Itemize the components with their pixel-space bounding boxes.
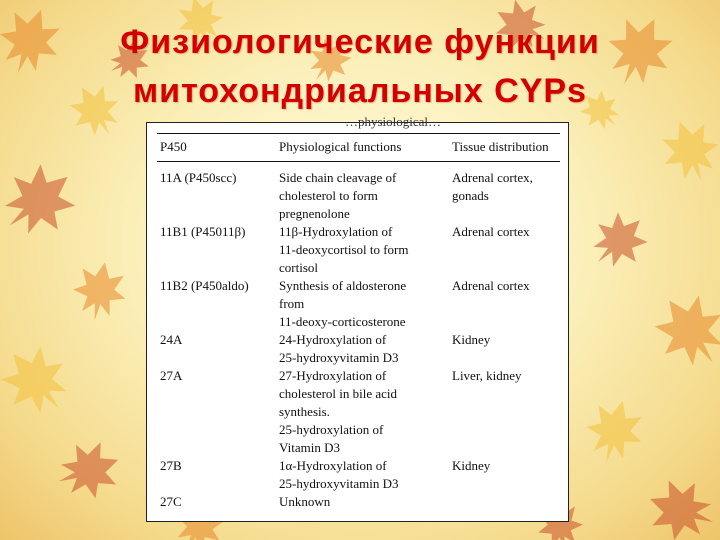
slide-title-line-1: Физиологические функции bbox=[120, 23, 600, 61]
cell-function-line: Side chain cleavage of bbox=[279, 170, 397, 185]
table-top-rule bbox=[157, 133, 560, 134]
cell-function-line: cortisol bbox=[279, 260, 318, 275]
cell-function-line: 11-deoxycortisol to form bbox=[279, 242, 409, 257]
slide-title bbox=[0, 18, 720, 116]
cell-function-line: cholesterol to form bbox=[279, 188, 378, 203]
cell-p450: 27B bbox=[160, 458, 182, 473]
cell-p450: 27A bbox=[160, 368, 183, 383]
header-tissue-distribution: Tissue distribution bbox=[452, 139, 549, 154]
cell-p450: 27C bbox=[160, 494, 182, 509]
cell-tissue-line: Kidney bbox=[452, 332, 491, 347]
cell-function-line: Vitamin D3 bbox=[279, 440, 340, 455]
cell-tissue-line: Adrenal cortex bbox=[452, 224, 530, 239]
cell-function-line: Synthesis of aldosterone bbox=[279, 278, 407, 293]
cell-function-line: from bbox=[279, 296, 305, 311]
cell-function-line: 11β-Hydroxylation of bbox=[279, 224, 393, 239]
cell-function-line: 25-hydroxylation of bbox=[279, 422, 384, 437]
cell-tissue-line: Adrenal cortex bbox=[452, 278, 530, 293]
cell-p450: 24A bbox=[160, 332, 183, 347]
table-header-rule bbox=[157, 161, 560, 162]
cell-tissue-line: Liver, kidney bbox=[452, 368, 522, 383]
p450-table bbox=[146, 114, 569, 522]
cell-p450: 11B1 (P45011β) bbox=[160, 224, 246, 239]
cell-function-line: 25-hydroxyvitamin D3 bbox=[279, 476, 399, 491]
cell-function-line: Unknown bbox=[279, 494, 331, 509]
cell-function-line: 11-deoxy-corticosterone bbox=[279, 314, 406, 329]
cell-tissue-line: Adrenal cortex, bbox=[452, 170, 533, 185]
cell-tissue-line: gonads bbox=[452, 188, 489, 203]
slide-title-line-2: митохондриальных CYPs bbox=[133, 72, 587, 110]
cell-tissue-line: Kidney bbox=[452, 458, 491, 473]
table-caption-partial: …physiological… bbox=[345, 114, 442, 129]
header-p450: P450 bbox=[160, 139, 187, 154]
cell-function-line: 1α-Hydroxylation of bbox=[279, 458, 387, 473]
header-physiological-functions: Physiological functions bbox=[279, 139, 402, 154]
cell-function-line: pregnenolone bbox=[279, 206, 350, 221]
cell-function-line: 25-hydroxyvitamin D3 bbox=[279, 350, 399, 365]
cell-function-line: synthesis. bbox=[279, 404, 330, 419]
cell-function-line: 24-Hydroxylation of bbox=[279, 332, 387, 347]
cell-function-line: 27-Hydroxylation of bbox=[279, 368, 387, 383]
cell-p450: 11A (P450scc) bbox=[160, 170, 237, 185]
cell-function-line: cholesterol in bile acid bbox=[279, 386, 398, 401]
cell-p450: 11B2 (P450aldo) bbox=[160, 278, 249, 293]
